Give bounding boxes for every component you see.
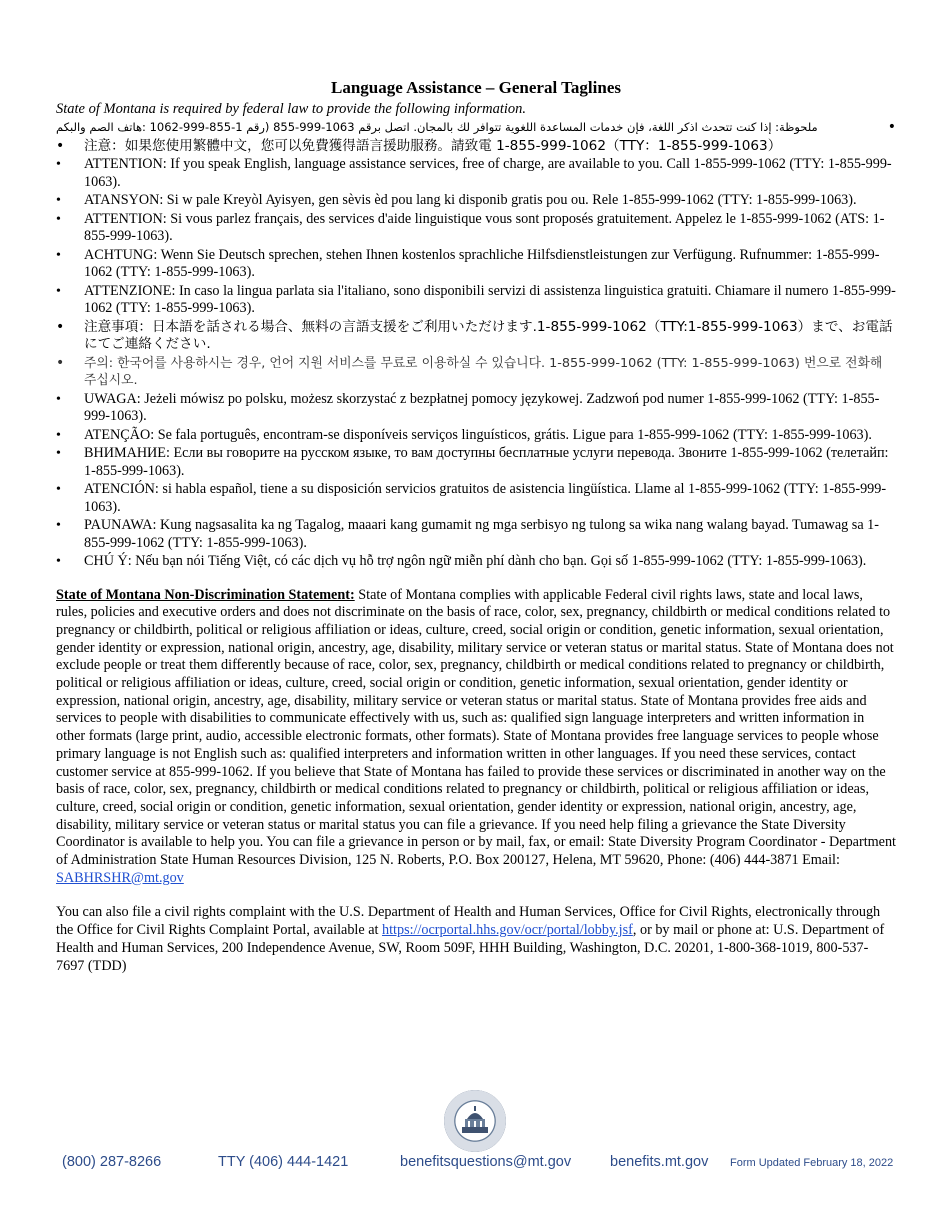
- ocr-portal-link[interactable]: https://ocrportal.hhs.gov/ocr/portal/lobby.jsf: [382, 922, 633, 939]
- document-body: [56, 78, 896, 975]
- footer-website[interactable]: benefits.mt.gov: [610, 1154, 709, 1170]
- complaint-text-before: You can also file a civil rights complaint with the U.S. Department of Health and Human Services, Office for Civil Rights, electronically through the Office for Civil Rights Complaint Portal, available at: [56, 904, 881, 939]
- footer-form-updated: Form Updated February 18, 2022: [730, 1157, 894, 1169]
- tagline-tagalog: • PAUNAWA: Kung nagsasalita ka ng Tagalog, maaari kang gumamit ng mga serbisyo ng tulong sa wika nang walang bayad. Tumawag sa 1-855-999-1062 (TTY: 1-855-999-1063).: [56, 517, 896, 552]
- tagline-list: [56, 119, 896, 571]
- footer: [0, 1088, 950, 1188]
- tagline-chinese: • 注意：如果您使用繁體中文，您可以免費獲得語言援助服務。請致電 1-855-999-1062（TTY：1-855-999-1063）: [56, 138, 896, 156]
- non-discrimination-statement: [56, 587, 896, 888]
- statement-body: State of Montana complies with applicable Federal civil rights laws, state and local laws, rules, policies and executive orders and does not discriminate on the basis of race, color, sex, pregnancy, childbirth or medical conditions related to pregnancy or childbirth, political or religious affiliation or ideas, culture, creed, social origin or condition, genetic information, sexual orientation, gender identity or expression, national origin, ancestry, age, disability, military service or veteran status or marital status. State of Montana does not exclude people or treat them differently because of race, color, sex, pregnancy, childbirth or medical conditions related to pregnancy or childbirth, political or religious affiliation or ideas, culture, creed, social origin or condition, genetic information, sexual orientation, gender identity or expression, national origin, ancestry, age, disability, military service or veteran status or marital status. State of Montana provides free aids and services to people with disabilities to communicate effectively with us, such as: qualified sign language interpreters and written information in other formats (large print, audio, accessible electronic formats, other formats). State of Montana provides free language services to people whose primary language is not English such as: qualified interpreters and information written in other languages. If you need these services, contact customer service at 855-999-1062. If you believe that State of Montana has failed to provide these services or discriminated in another way on the basis of race, color, sex, pregnancy, childbirth or medical conditions related to pregnancy or childbirth, political or religious affiliation or ideas, culture, creed, social origin or condition, genetic information, sexual orientation, gender identity or expression, national origin, ancestry, age, disability, military service or veteran status or marital status you can file a grievance. If you need help filing a grievance the State Diversity Coordinator is available to help you. You can file a grievance in person or by mail, fax, or email: State Diversity Program Coordinator - Department of Administration State Human Resources Division, 125 N. Roberts, P.O. Box 200127, Helena, MT 59620, Phone: (406) 444-3871 Email:: [56, 586, 896, 869]
- tagline-italian: • ATTENZIONE: In caso la lingua parlata sia l'italiano, sono disponibili servizi di assistenza linguistica gratuiti. Chiamare il numero 1-855-999-1062 (TTY: 1-855-999-1063).: [56, 283, 896, 318]
- footer-tty[interactable]: TTY (406) 444-1421: [218, 1154, 349, 1170]
- footer-email[interactable]: benefitsquestions@mt.gov: [400, 1154, 572, 1170]
- tagline-korean: • 주의: 한국어를 사용하시는 경우, 언어 지원 서비스를 무료로 이용하실 수 있습니다. 1-855-999-1062 (TTY: 1-855-999-1063) 번으로 전화해 주십시오.: [56, 355, 896, 390]
- page-subtitle: State of Montana is required by federal law to provide the following information.: [56, 101, 527, 117]
- tagline-german: • ACHTUNG: Wenn Sie Deutsch sprechen, stehen Ihnen kostenlos sprachliche Hilfsdienstleistungen zur Verfügung. Rufnummer: 1-855-999-1062 (TTY: 1-855-999-1063).: [56, 247, 896, 282]
- state-seal-logo: [444, 1090, 506, 1152]
- tagline-vietnamese: • CHÚ Ý: Nếu bạn nói Tiếng Việt, có các dịch vụ hỗ trợ ngôn ngữ miễn phí dành cho bạn. Gọi số 1-855-999-1062 (TTY: 1-855-999-1063).: [56, 553, 896, 571]
- tagline-haitian-creole: • ATANSYON: Si w pale Kreyòl Ayisyen, gen sèvis èd pou lang ki disponib gratis pou ou. Rele 1-855-999-1062 (TTY: 1-855-999-1063).: [56, 192, 896, 210]
- tagline-russian: • ВНИМАНИЕ: Если вы говорите на русском языке, то вам доступны бесплатные услуги перевода. Звоните 1-855-999-1062 (телетайп: 1-855-999-1063).: [56, 445, 896, 480]
- diversity-email-link[interactable]: SABHRSHR@mt.gov: [56, 869, 184, 886]
- civil-rights-complaint: [56, 904, 896, 975]
- tagline-polish: • UWAGA: Jeżeli mówisz po polsku, możesz skorzystać z bezpłatnej pomocy językowej. Zadzwoń pod numer 1-855-999-1062 (TTY: 1-855-999-1063).: [56, 391, 896, 426]
- footer-phone[interactable]: (800) 287-8266: [62, 1154, 162, 1170]
- capitol-dome-icon: [461, 1105, 489, 1135]
- statement-heading: State of Montana Non-Discrimination Statement:: [56, 586, 355, 603]
- tagline-arabic: • ملحوظة: إذا كنت تتحدث اذكر اللغة، فإن خدمات المساعدة اللغوية تتوافر لك بالمجان. اتصل برقم 1063-999-855 (رقم 1-855-999-1062 :هاتف الصم والبكم: [56, 119, 896, 137]
- tagline-portuguese: • ATENÇÃO: Se fala português, encontram-se disponíveis serviços linguísticos, grátis. Ligue para 1-855-999-1062 (TTY: 1-855-999-1063).: [56, 427, 896, 445]
- complaint-text-after: , or by mail or phone at: U.S. Department of Health and Human Services, 200 Independence Avenue, SW, Room 509F, HHH Building, Washington, D.C. 20201, 1-800-368-1019, 800-537-7697 (TDD): [56, 922, 885, 974]
- tagline-english: • ATTENTION: If you speak English, language assistance services, free of charge, are available to you. Call 1-855-999-1062 (TTY: 1-855-999-1063).: [56, 156, 896, 191]
- page-title: Language Assistance – General Taglines: [331, 78, 621, 97]
- tagline-spanish: • ATENCIÓN: si habla español, tiene a su disposición servicios gratuitos de asistencia lingüística. Llame al 1-855-999-1062 (TTY: 1-855-999-1063).: [56, 481, 896, 516]
- tagline-japanese: • 注意事項：日本語を話される場合、無料の言語支援をご利用いただけます.1-855-999-1062（TTY:1-855-999-1063）まで、お電話にてご連絡ください.: [56, 319, 896, 354]
- tagline-french: • ATTENTION: Si vous parlez français, des services d'aide linguistique vous sont proposés gratuitement. Appelez le 1-855-999-1062 (ATS: 1-855-999-1063).: [56, 211, 896, 246]
